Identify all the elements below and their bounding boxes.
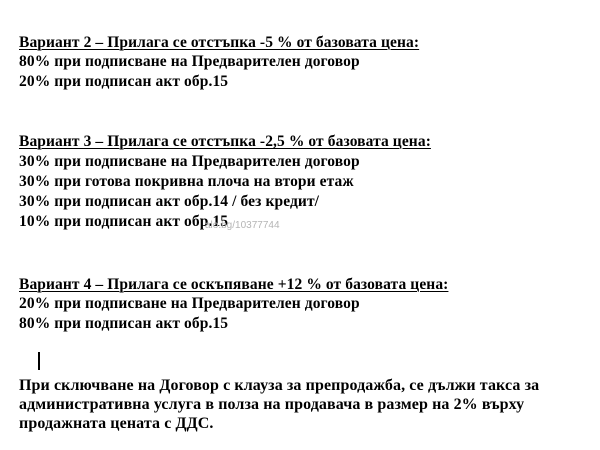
- variant-3-item-3: 30% при подписан акт обр.14 / без кредит/: [19, 193, 320, 210]
- variant-3-item-4: 10% при подписан акт обр.15: [19, 213, 229, 230]
- watermark: alo.bg/10377744: [205, 220, 280, 231]
- variant-4-item-2: 80% при подписан акт обр.15: [19, 315, 229, 332]
- variant-4-item-1: 20% при подписване на Предварителен договор: [19, 295, 360, 312]
- resale-clause-note: При сключване на Договор с клауза за препродажба, се дължи такса за административна услуга в полза на продавача в размер на 2% върху продажната цената с ДДС.: [19, 377, 540, 432]
- variant-3-heading: Вариант 3 – Прилага се отстъпка -2,5 % от базовата цена:: [19, 133, 431, 150]
- variant-2-item-1: 80% при подписване на Предварителен договор: [19, 53, 360, 70]
- variant-2-item-2: 20% при подписан акт обр.15: [19, 73, 229, 90]
- variant-3-item-2: 30% при готова покривна плоча на втори етаж: [19, 173, 354, 190]
- variant-4-heading: Вариант 4 – Прилага се оскъпяване +12 % от базовата цена:: [19, 276, 449, 293]
- variant-3-item-1: 30% при подписване на Предварителен договор: [19, 153, 360, 170]
- variant-2-heading: Вариант 2 – Прилага се отстъпка -5 % от базовата цена:: [19, 34, 420, 51]
- text-cursor: [38, 352, 40, 370]
